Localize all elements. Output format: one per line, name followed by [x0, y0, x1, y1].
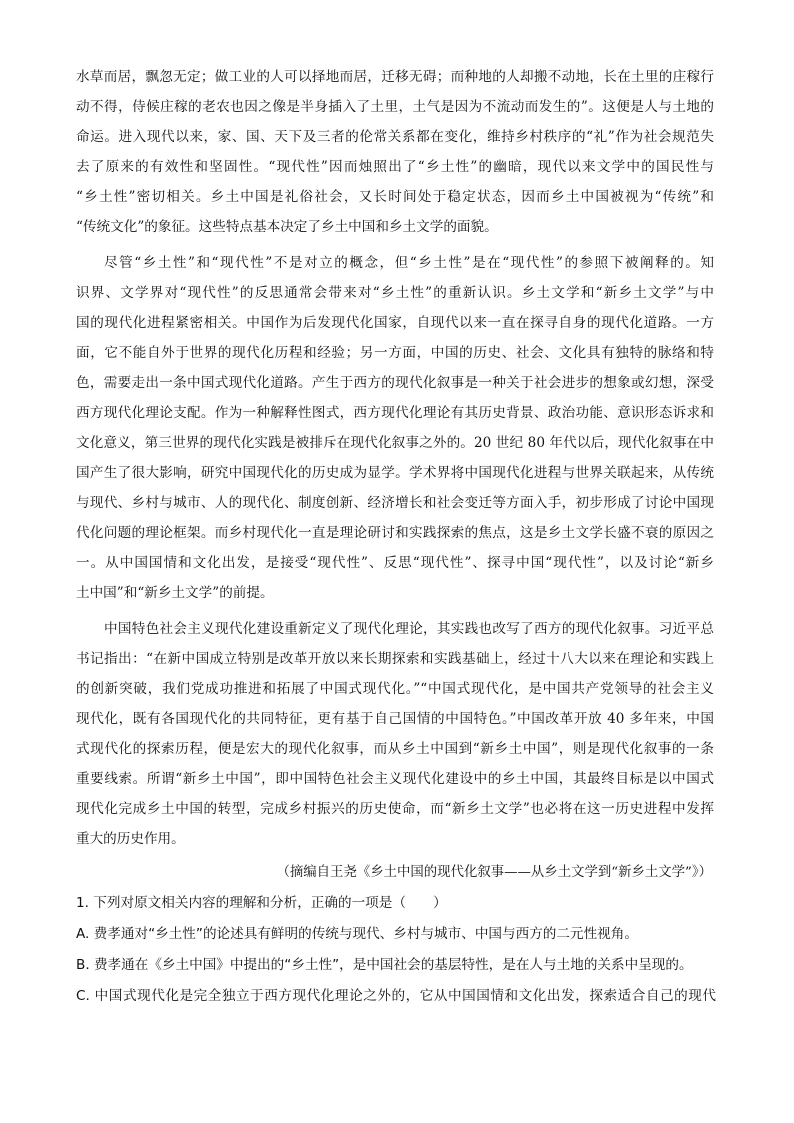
text-line: 文化意义，第三世界的现代化实践是被排斥在现代化叙事之外的。20 世纪 80 年代以后，现代化叙事在中	[76, 435, 714, 451]
text-line: 重大的历史作用。	[76, 831, 185, 847]
text-line: 土中国”和“新乡土文学”的前提。	[76, 585, 274, 601]
text-line: 国的现代化进程紧密相关。中国作为后发现代化国家，自现代以来一直在探寻自身的现代化道路。一方	[76, 315, 714, 331]
text-line: 书记指出：“在新中国成立特别是改革开放以来长期探索和实践基础上，经过十八大以来在理论和实践上	[76, 651, 714, 667]
text-line: 与现代、乡村与城市、人的现代化、制度创新、经济增长和社会变迁等方面入手，初步形成了讨论中国现	[76, 495, 714, 511]
text-line: 一。从中国国情和文化出发，是接受“现代性”、反思“现代性”、探寻中国“现代性”，以及讨论“新乡	[76, 555, 714, 571]
question-stem: 1. 下列对原文相关内容的理解和分析，正确的一项是（ ）	[76, 895, 447, 911]
text-line: 代化问题的理论框架。而乡村现代化一直是理论研讨和实践探索的焦点，这是乡土文学长盛不衰的原因之	[76, 525, 714, 541]
text-line: 水草而居，飘忽无定；做工业的人可以择地而居，迁移无碍；而种地的人却搬不动地，长在土里的庄稼行	[76, 69, 714, 85]
text-line: 识界、文学界对“现代性”的反思通常会带来对“乡土性”的重新认识。乡土文学和“新乡土文学”与中	[76, 285, 714, 301]
text-line: “乡土性”密切相关。乡土中国是礼俗社会，又长时间处于稳定状态，因而乡土中国被视为“传统”和	[76, 189, 714, 205]
text-line-indented: 中国特色社会主义现代化建设重新定义了现代化理论，其实践也改写了西方的现代化叙事。习近平总	[104, 621, 714, 637]
text-line: 西方现代化理论支配。作为一种解释性图式，西方现代化理论有其历史背景、政治功能、意识形态诉求和	[76, 405, 714, 421]
option-c: C. 中国式现代化是完全独立于西方现代化理论之外的，它从中国国情和文化出发，探索适合自己的现代	[76, 988, 716, 1004]
text-line: 的创新突破，我们党成功推进和拓展了中国式现代化。”“中国式现代化，是中国共产党领导的社会主义	[76, 681, 714, 697]
text-line: “传统文化”的象征。这些特点基本决定了乡土中国和乡土文学的面貌。	[76, 219, 498, 235]
text-line: 命运。进入现代以来，家、国、天下及三者的伦常关系都在变化，维持乡村秩序的“礼”作为社会规范失	[76, 129, 714, 145]
option-a: A. 费孝通对“乡土性”的论述具有鲜明的传统与现代、乡村与城市、中国与西方的二元性视角。	[76, 926, 638, 942]
text-line: 现代化，既有各国现代化的共同特征，更有基于自己国情的中国特色。”中国改革开放 40 多年来，中国	[76, 711, 714, 727]
text-line: 现代化完成乡土中国的转型，完成乡村振兴的历史使命，而“新乡土文学”也必将在这一历史进程中发挥	[76, 801, 714, 817]
text-line: 动不得，侍候庄稼的老农也因之像是半身插入了土里，土气是因为不流动而发生的”。这便是人与土地的	[76, 99, 714, 115]
text-line: 色，需要走出一条中国式现代化道路。产生于西方的现代化叙事是一种关于社会进步的想象或幻想，深受	[76, 375, 714, 391]
text-line: 去了原来的有效性和坚固性。“现代性”因而烛照出了“乡土性”的幽暗，现代以来文学中的国民性与	[76, 159, 714, 175]
option-b: B. 费孝通在《乡土中国》中提出的“乡土性”，是中国社会的基层特性，是在人与土地的关系中呈现的。	[76, 957, 693, 973]
text-line: 国产生了很大影响，研究中国现代化的历史成为显学。学术界将中国现代化进程与世界关联起来，从传统	[76, 465, 714, 481]
text-line: 面，它不能自外于世界的现代化历程和经验；另一方面，中国的历史、社会、文化具有独特的脉络和特	[76, 345, 714, 361]
text-line-indented: 尽管“乡土性”和“现代性”不是对立的概念，但“乡土性”是在“现代性”的参照下被阐释的。知	[104, 255, 714, 271]
text-line: 式现代化的探索历程，便是宏大的现代化叙事，而从乡土中国到“新乡土中国”，则是现代化叙事的一条	[76, 741, 714, 757]
source-citation: （摘编自王尧《乡土中国的现代化叙事——从乡土文学到“新乡土文学”》）	[276, 865, 712, 880]
text-line: 重要线索。所谓“新乡土中国”，即中国特色社会主义现代化建设中的乡土中国，其最终目标是以中国式	[76, 771, 714, 787]
